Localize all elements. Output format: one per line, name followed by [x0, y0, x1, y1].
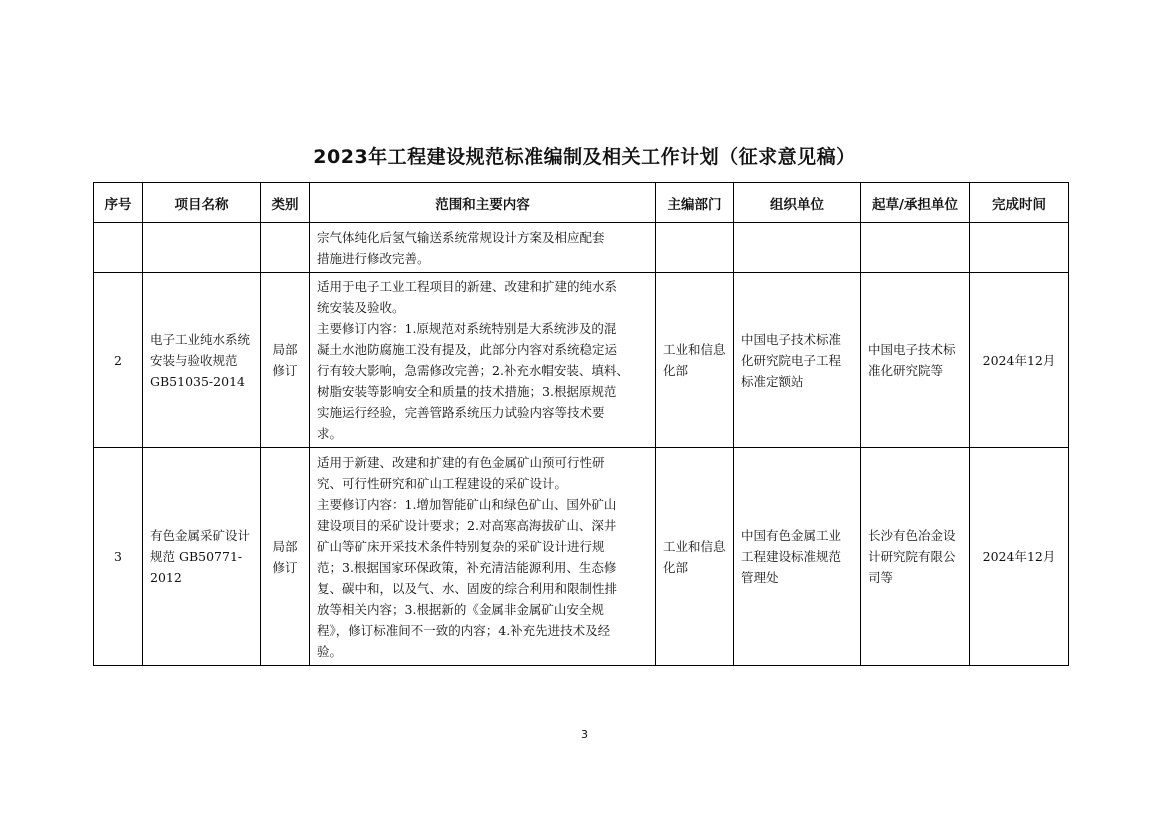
header-project-name: 项目名称 — [143, 183, 261, 223]
cell-lead-dept: 工业和信息化部 — [656, 273, 734, 448]
table-row — [94, 448, 1069, 666]
cell-deadline — [970, 223, 1069, 273]
table-header-row — [94, 183, 1069, 223]
page-title: 2023年工程建设规范标准编制及相关工作计划（征求意见稿） — [313, 146, 856, 168]
cell-scope — [310, 223, 656, 273]
scope-line: 实施运行经验，完善管路系统压力试验内容等技术要 — [317, 405, 605, 420]
cell-organizer: 中国有色金属工业工程建设标准规范管理处 — [734, 448, 861, 666]
scope-line: 建设项目的采矿设计要求；2.对高寒高海拔矿山、深井 — [317, 517, 617, 533]
cell-project-name: 电子工业纯水系统安装与验收规范 GB51035-2014 — [143, 273, 261, 448]
scope-line: 宗气体纯化后氢气输送系统常规设计方案及相应配套 — [317, 229, 605, 245]
cell-no: 2 — [94, 273, 143, 448]
cell-category: 局部修订 — [261, 448, 310, 666]
cell-scope — [310, 273, 656, 448]
table-row — [94, 273, 1069, 448]
work-plan-table — [93, 182, 1069, 666]
cell-no — [94, 223, 143, 273]
cell-project-name: 有色金属采矿设计规范 GB50771-2012 — [143, 448, 261, 666]
header-no: 序号 — [94, 183, 143, 223]
cell-no: 3 — [94, 448, 143, 666]
scope-line: 究、可行性研究和矿山工程建设的采矿设计。 — [317, 475, 568, 491]
header-organizer: 组织单位 — [734, 183, 861, 223]
scope-line: 范；3.根据国家环保政策，补充清洁能源利用、生态修 — [317, 559, 617, 575]
cell-category — [261, 223, 310, 273]
header-lead-dept: 主编部门 — [656, 183, 734, 223]
page-number: 3 — [581, 728, 588, 741]
cell-scope — [310, 448, 656, 666]
scope-line: 验。 — [317, 643, 343, 659]
cell-project-name — [143, 223, 261, 273]
scope-line: 树脂安装等影响安全和质量的技术措施；3.根据原规范 — [317, 384, 617, 399]
header-deadline: 完成时间 — [970, 183, 1069, 223]
header-category: 类别 — [261, 183, 310, 223]
cell-drafter — [861, 223, 970, 273]
cell-category: 局部修订 — [261, 273, 310, 448]
scope-line: 凝土水池防腐施工没有提及，此部分内容对系统稳定运 — [317, 342, 618, 357]
cell-organizer: 中国电子技术标准化研究院电子工程标准定额站 — [734, 273, 861, 448]
scope-line: 矿山等矿床开采技术条件特别复杂的采矿设计进行规 — [317, 538, 605, 554]
scope-line: 主要修订内容：1.增加智能矿山和绿色矿山、国外矿山 — [317, 496, 617, 512]
scope-line: 程》，修订标准间不一致的内容；4.补充先进技术及经 — [317, 622, 611, 638]
scope-line: 主要修订内容：1.原规范对系统特别是大系统涉及的混 — [317, 321, 617, 336]
cell-drafter: 长沙有色冶金设计研究院有限公司等 — [861, 448, 970, 666]
cell-drafter: 中国电子技术标准化研究院等 — [861, 273, 970, 448]
cell-deadline: 2024年12月 — [970, 448, 1069, 666]
scope-line: 求。 — [317, 426, 343, 441]
scope-line: 复、碳中和，以及气、水、固废的综合利用和限制性排 — [317, 580, 618, 596]
cell-organizer — [734, 223, 861, 273]
scope-line: 行有较大影响，急需修改完善；2.补充水帽安装、填料、 — [317, 363, 629, 378]
scope-line: 放等相关内容；3.根据新的《金属非金属矿山安全规 — [317, 601, 604, 617]
cell-deadline: 2024年12月 — [970, 273, 1069, 448]
cell-lead-dept: 工业和信息化部 — [656, 448, 734, 666]
scope-line: 适用于电子工业工程项目的新建、改建和扩建的纯水系 — [317, 279, 618, 294]
scope-line: 统安装及验收。 — [317, 300, 405, 315]
scope-line: 措施进行修改完善。 — [317, 250, 430, 266]
cell-lead-dept — [656, 223, 734, 273]
header-drafter: 起草/承担单位 — [861, 183, 970, 223]
scope-line: 适用于新建、改建和扩建的有色金属矿山预可行性研 — [317, 454, 605, 470]
header-scope: 范围和主要内容 — [310, 183, 656, 223]
table-row — [94, 223, 1069, 273]
